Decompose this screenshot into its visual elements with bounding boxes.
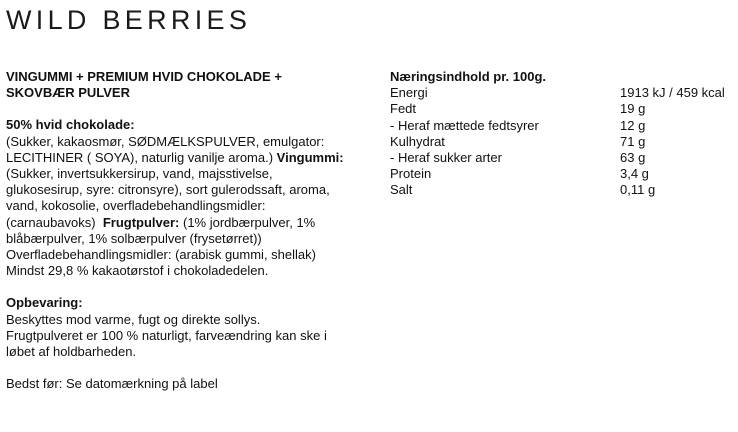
storage-heading: Opbevaring: <box>6 295 83 311</box>
nutrition-value: 63 g <box>620 150 646 166</box>
nutrition-row <box>390 166 730 182</box>
nutrition-table <box>390 69 730 199</box>
storage-section <box>6 295 378 360</box>
product-name-line-1: VINGUMMI + PREMIUM HVID CHOKOLADE + <box>6 69 282 84</box>
best-before-text: Bedst før: Se datomærkning på label <box>6 376 218 392</box>
nutrition-row <box>390 134 730 150</box>
storage-line: løbet af holdbarheden. <box>6 344 137 360</box>
storage-line: Frugtpulveret er 100 % naturligt, farveændring kan ske i <box>6 327 327 343</box>
nutrition-label: - Heraf sukker arter <box>390 150 502 166</box>
nutrition-row <box>390 85 730 101</box>
spacer <box>6 279 378 295</box>
storage-line: Beskyttes mod varme, fugt og direkte sollys. <box>6 311 261 327</box>
nutrition-label: Salt <box>390 182 413 198</box>
ingredients-text: (carnaubavoks) <box>6 214 103 230</box>
nutrition-value: 19 g <box>620 101 646 117</box>
nutrition-value: 71 g <box>620 133 646 149</box>
ingredients-subheading: Frugtpulver: <box>102 214 180 230</box>
nutrition-label: Fedt <box>390 101 417 117</box>
ingredients-text: (1% jordbærpulver, 1% <box>179 214 316 230</box>
nutrition-row <box>390 182 730 198</box>
page-title: WILD BERRIES <box>6 5 252 35</box>
ingredients-line: (Sukker, kakaosmør, SØDMÆLKSPULVER, emulgator: <box>6 133 325 149</box>
nutrition-row <box>390 101 730 117</box>
nutrition-value: 12 g <box>620 117 646 133</box>
spacer <box>6 101 378 117</box>
product-description <box>6 69 378 392</box>
nutrition-label: - Heraf mættede fedtsyrer <box>390 117 539 133</box>
spacer <box>6 360 378 376</box>
ingredients-text: LECITHINER ( SOYA), naturlig vanilje aroma.) <box>6 149 277 165</box>
nutrition-label: Protein <box>390 166 432 182</box>
nutrition-row <box>390 118 730 134</box>
ingredients-line: vand, kokosolie, overfladebehandlingsmidler: <box>6 198 266 214</box>
nutrition-label: Energi <box>390 85 428 101</box>
ingredients-line <box>6 150 378 166</box>
ingredients-section <box>6 117 378 279</box>
nutrition-label: Kulhydrat <box>390 133 445 149</box>
product-name-line-2: SKOVBÆR PULVER <box>6 85 130 101</box>
ingredients-line: (Sukker, invertsukkersirup, vand, majsstivelse, <box>6 166 273 182</box>
ingredients-line: blåbærpulver, 1% solbærpulver (frysetørret)) <box>6 230 262 246</box>
ingredients-line <box>6 215 378 231</box>
ingredients-subheading: Vingummi: <box>276 149 344 165</box>
nutrition-row <box>390 150 730 166</box>
ingredients-line: glukosesirup, syre: citronsyre), sort gulerodssaft, aroma, <box>6 182 330 198</box>
ingredients-heading: 50% hvid chokolade: <box>6 117 135 133</box>
nutrition-value: 1913 kJ / 459 kcal <box>620 85 725 101</box>
nutrition-heading: Næringsindhold pr. 100g. <box>390 69 547 84</box>
ingredients-line: Overfladebehandlingsmidler: (arabisk gummi, shellak) <box>6 247 316 263</box>
nutrition-value: 3,4 g <box>620 166 649 182</box>
nutrition-value: 0,11 g <box>620 182 656 198</box>
ingredients-line: Mindst 29,8 % kakaotørstof i chokoladedelen. <box>6 263 269 279</box>
